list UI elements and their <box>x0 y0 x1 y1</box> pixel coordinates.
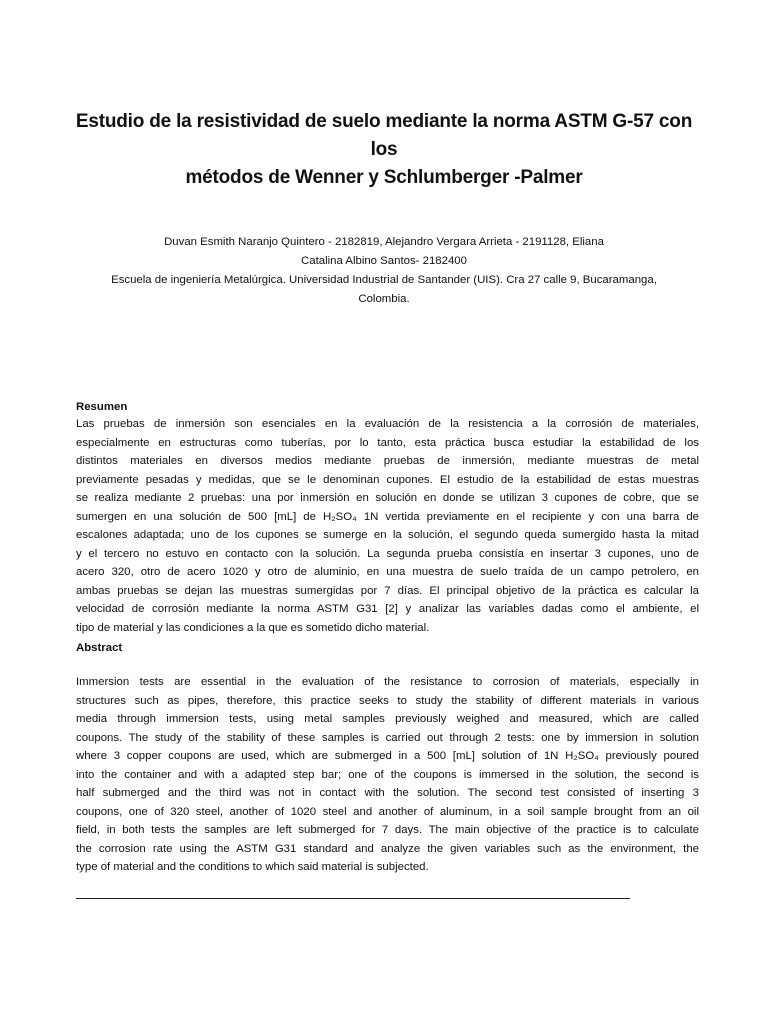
resumen-line: velocidad de corrosión mediante la norma ASTM G31 [2] y analizar las variables dadas como el ambiente, el <box>76 603 699 615</box>
abstract-line: into the container and with a adapted step bar; one of the coupons is immersed in the solution, the second is <box>76 768 699 781</box>
abstract-line: type of material and the conditions to which said material is subjected. <box>76 861 429 873</box>
resumen-line: sumergen en una solución de 500 [mL] de H₂SO₄ 1N vertida previamente en el recipiente y con una barra de <box>76 510 699 523</box>
abstract-line: field, in both tests the samples are left submerged for 7 days. The main objective of the practice is to calculate <box>76 824 699 836</box>
authors-line-1: Duvan Esmith Naranjo Quintero - 2182819, Alejandro Vergara Arrieta - 2191128, Eliana <box>164 236 604 248</box>
abstract-line: Immersion tests are essential in the evaluation of the resistance to corrosion of materials, especially in <box>76 676 699 688</box>
resumen-heading: Resumen <box>76 401 128 413</box>
paper-title-line-1: Estudio de la resistividad de suelo mediante la norma ASTM G-57 con los <box>75 111 693 160</box>
abstract-body <box>76 673 699 877</box>
abstract-line: the corrosion rate using the ASTM G31 standard and analyze the given variables such as the environment, the <box>76 842 699 855</box>
footnote-separator-rule <box>76 898 630 899</box>
resumen-line: Las pruebas de inmersión son esenciales en la evaluación de la resistencia a la corrosión de materiales, <box>76 418 699 430</box>
paper-title-line-2: métodos de Wenner y Schlumberger -Palmer <box>185 167 583 188</box>
abstract-line: where 3 copper coupons are used, which are submerged in a 500 [mL] solution of 1N H₂SO₄ previously poured <box>76 750 699 762</box>
resumen-line: tipo de material y las condiciones a la que es sometido dicho material. <box>76 621 430 634</box>
affiliation-line-1: Escuela de ingeniería Metalúrgica. Universidad Industrial de Santander (UIS). Cra 27 calle 9, Bucaramanga, <box>111 274 657 286</box>
authors-line-2: Catalina Albino Santos- 2182400 <box>301 255 467 267</box>
resumen-body <box>76 415 699 637</box>
resumen-line: y el tercero no estuvo en contacto con la solución. La segunda prueba consistía en insertar 3 cupones, uno de <box>76 547 699 560</box>
abstract-heading: Abstract <box>76 642 123 654</box>
resumen-line: distintos materiales en diversos medios mediante pruebas de inmersión, mediante muestras de metal <box>76 455 699 467</box>
affiliation-line-2: Colombia. <box>358 293 410 305</box>
abstract-line: structures such as pipes, therefore, this practice seeks to study the stability of different materials in various <box>76 694 699 707</box>
resumen-line: acero 320, otro de acero 1020 y otro de aluminio, en una muestra de suelo traída de un campo petrolero, en <box>76 566 699 578</box>
resumen-line: previamente pesadas y medidas, que se le denominan cupones. El estudio de la estabilidad de estas muestras <box>76 473 699 486</box>
paper-title <box>60 108 708 192</box>
abstract-line: media through immersion tests, using metal samples previously weighed and measured, which are called <box>76 713 699 725</box>
resumen-line: ambas pruebas se dejan las muestras sumergidas por 7 días. El principal objetivo de la práctica es calcular la <box>76 584 699 597</box>
author-block <box>70 233 698 309</box>
resumen-line: escalones adaptada; uno de los cupones se sumerge en la solución, el segundo queda sumergido hasta la mitad <box>76 529 699 541</box>
abstract-line: coupons. The study of the stability of these samples is carried out through 2 tests: one by immersion in solution <box>76 731 699 744</box>
abstract-line: coupons, one of 320 steel, another of 1020 steel and another of aluminum, in a soil sample brought from an oil <box>76 805 699 818</box>
abstract-line: half submerged and the third was not in contact with the solution. The second test consisted of inserting 3 <box>76 787 699 799</box>
resumen-line: especialmente en estructuras como tuberías, por lo tanto, esta práctica busca estudiar la estabilidad de los <box>76 436 699 449</box>
resumen-line: se realiza mediante 2 pruebas: una por inmersión en solución en donde se utilizan 3 cupones de cobre, que se <box>76 492 699 504</box>
